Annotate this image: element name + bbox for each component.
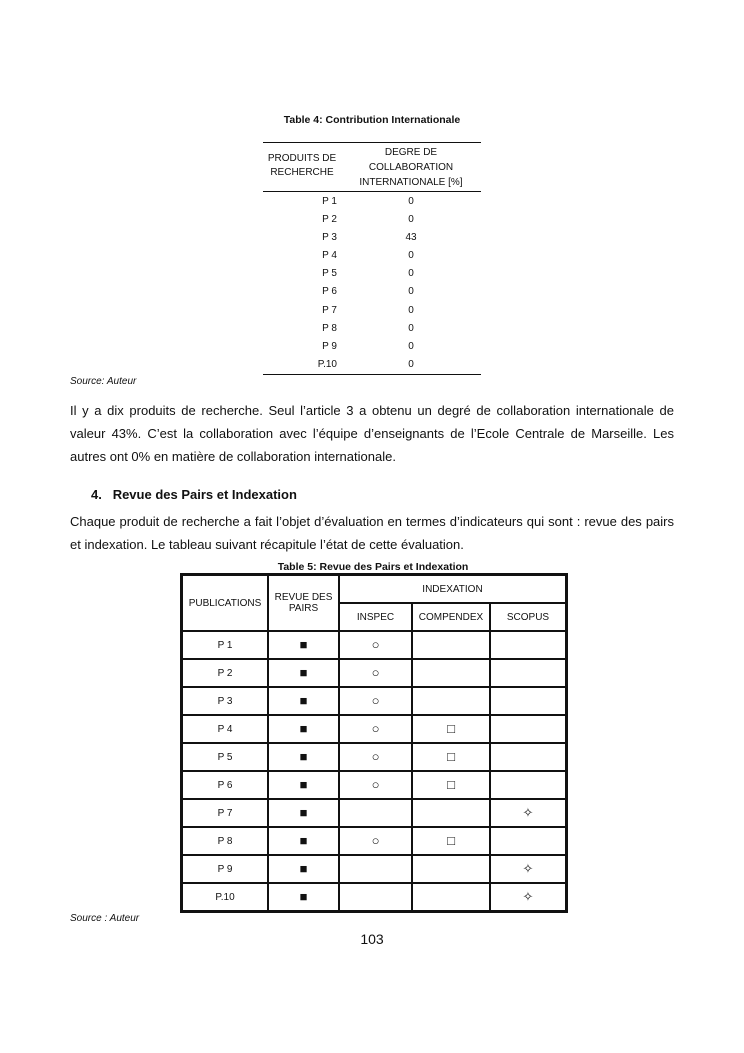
paragraph-1: Il y a dix produits de recherche. Seul l’article 3 a obtenu un degré de collaboration internationale de valeur 43%. C’est la collaboration avec l’équipe d’enseignants de l’Ecole Centrale de Marseille. Les autres ont 0% en matière de collaboration internationale. <box>70 403 674 464</box>
table4-product: P 8 <box>322 322 337 334</box>
table4-caption: Table 4: Contribution Internationale <box>283 114 461 126</box>
table5-cell-peer <box>268 631 339 659</box>
table5-cell-inspec <box>339 743 412 771</box>
table4-row <box>263 320 481 338</box>
filled-square-icon: ■ <box>299 749 308 764</box>
filled-square-icon: ■ <box>299 833 308 848</box>
table5-header-scopus: SCOPUS <box>490 603 566 631</box>
table5-cell-pub: P 9 <box>182 855 268 883</box>
circle-icon: ○ <box>371 749 380 764</box>
table4-value: 0 <box>408 358 414 370</box>
table5-cell-compendex <box>412 771 490 799</box>
table4-row <box>263 302 481 320</box>
table5-cell-inspec <box>339 687 412 715</box>
table4-value: 0 <box>408 268 414 280</box>
table4 <box>263 142 481 375</box>
table5-cell-pub: P 1 <box>182 631 268 659</box>
table5-cell-compendex <box>412 659 490 687</box>
filled-square-icon: ■ <box>299 889 308 904</box>
filled-square-icon: ■ <box>299 637 308 652</box>
table5-row <box>182 827 566 855</box>
paragraph-2: Chaque produit de recherche a fait l’objet d’évaluation en termes d’indicateurs qui sont : revue des pairs et indexation. Le tableau suivant récapitule l’état de cette évaluation. <box>70 514 674 552</box>
table5-row <box>182 855 566 883</box>
table5-row <box>182 883 566 911</box>
table5-row <box>182 799 566 827</box>
table5-header-indexation: INDEXATION <box>339 575 566 603</box>
table5-caption: Table 5: Revue des Pairs et Indexation <box>277 561 469 573</box>
filled-square-icon: ■ <box>299 693 308 708</box>
table5-row <box>182 771 566 799</box>
table4-row <box>263 193 481 211</box>
table5-cell-peer <box>268 827 339 855</box>
table4-row <box>263 338 481 356</box>
table5-cell-inspec <box>339 631 412 659</box>
table4-col2-header <box>341 145 481 190</box>
table5-cell-compendex <box>412 631 490 659</box>
filled-square-icon: ■ <box>299 805 308 820</box>
table4-product: P 2 <box>322 214 337 226</box>
table5-cell-peer <box>268 799 339 827</box>
table5-cell-compendex <box>412 715 490 743</box>
table5-cell-scopus <box>490 743 566 771</box>
table4-value: 0 <box>408 286 414 298</box>
table5-cell-peer <box>268 771 339 799</box>
table5-cell-inspec <box>339 827 412 855</box>
table5-cell-pub: P 7 <box>182 799 268 827</box>
table4-col1-header-line2: RECHERCHE <box>270 167 334 178</box>
table5-cell-scopus <box>490 631 566 659</box>
page-number: 103 <box>360 931 384 947</box>
table5-cell-peer <box>268 715 339 743</box>
table4-value: 0 <box>408 196 414 207</box>
circle-icon: ○ <box>371 665 380 680</box>
circle-icon: ○ <box>371 833 380 848</box>
table4-col1-header <box>263 152 341 180</box>
table4-row <box>263 211 481 229</box>
hollow-square-icon: □ <box>447 721 455 736</box>
table5-cell-scopus <box>490 771 566 799</box>
table5-header-peer-review <box>268 575 339 631</box>
table5-cell-peer <box>268 883 339 911</box>
table4-value: 0 <box>408 340 414 352</box>
table5 <box>180 573 568 913</box>
section-title: Revue des Pairs et Indexation <box>112 487 297 502</box>
table5-row <box>182 631 566 659</box>
table5-body <box>182 631 566 911</box>
hollow-square-icon: □ <box>447 777 455 792</box>
table5-cell-scopus <box>490 827 566 855</box>
table5-cell-compendex <box>412 743 490 771</box>
table5-cell-inspec <box>339 715 412 743</box>
table5-row <box>182 687 566 715</box>
table4-header <box>263 142 481 192</box>
hollow-square-icon: □ <box>447 749 455 764</box>
table5-cell-inspec <box>339 659 412 687</box>
table5-cell-peer <box>268 659 339 687</box>
table5-cell-compendex <box>412 827 490 855</box>
table4-row <box>263 229 481 247</box>
filled-square-icon: ■ <box>299 777 308 792</box>
star-icon: ✧ <box>522 861 534 876</box>
star-icon: ✧ <box>522 889 534 904</box>
filled-square-icon: ■ <box>299 665 308 680</box>
table5-header-peer-review-line1: REVUE DES <box>274 592 333 603</box>
table4-product: P 5 <box>322 268 337 280</box>
table4-body <box>263 192 481 375</box>
table4-row <box>263 283 481 301</box>
table4-value: 0 <box>408 250 414 262</box>
table5-cell-scopus <box>490 855 566 883</box>
table5-row <box>182 659 566 687</box>
table4-col2-header-line2: COLLABORATION <box>368 162 454 173</box>
filled-square-icon: ■ <box>299 861 308 876</box>
table5-cell-pub: P 5 <box>182 743 268 771</box>
section-number: 4. <box>91 487 102 502</box>
table4-value: 0 <box>408 214 414 226</box>
table5-cell-compendex <box>412 855 490 883</box>
table5-cell-inspec <box>339 799 412 827</box>
table4-value: 0 <box>408 304 414 316</box>
circle-icon: ○ <box>371 693 380 708</box>
star-icon: ✧ <box>522 805 534 820</box>
table5-cell-pub: P 6 <box>182 771 268 799</box>
table5-cell-pub: P 2 <box>182 659 268 687</box>
table4-product: P 7 <box>322 304 337 316</box>
table4-row <box>263 265 481 283</box>
table4-source: Source: Auteur <box>70 376 137 387</box>
table4-col2-header-line3: INTERNATIONALE [%] <box>359 177 463 188</box>
table5-cell-pub: P 3 <box>182 687 268 715</box>
table5-cell-pub: P.10 <box>182 883 268 911</box>
table4-product: P 1 <box>322 196 337 207</box>
table5-header-peer-review-line2: PAIRS <box>288 603 319 614</box>
table4-col1-header-line1: PRODUITS DE <box>267 153 337 164</box>
table4-col2-header-line1: DEGRE DE <box>384 147 438 158</box>
table5-cell-pub: P 8 <box>182 827 268 855</box>
table5-cell-compendex <box>412 883 490 911</box>
table5-row <box>182 715 566 743</box>
table5-cell-scopus <box>490 687 566 715</box>
section-heading <box>91 487 297 502</box>
table4-product: P 3 <box>322 232 337 244</box>
filled-square-icon: ■ <box>299 721 308 736</box>
table4-product: P.10 <box>317 358 337 370</box>
table5-cell-inspec <box>339 855 412 883</box>
table5-cell-peer <box>268 687 339 715</box>
table5-row <box>182 743 566 771</box>
table5-header-publications: PUBLICATIONS <box>182 575 268 631</box>
table5-cell-inspec <box>339 771 412 799</box>
table5-cell-peer <box>268 743 339 771</box>
hollow-square-icon: □ <box>447 833 455 848</box>
circle-icon: ○ <box>371 777 380 792</box>
table5-source: Source : Auteur <box>70 913 140 924</box>
table5-cell-scopus <box>490 799 566 827</box>
table4-product: P 9 <box>322 340 337 352</box>
table4-value: 0 <box>408 322 414 334</box>
table5-cell-inspec <box>339 883 412 911</box>
table5-header-compendex: COMPENDEX <box>412 603 490 631</box>
circle-icon: ○ <box>371 637 380 652</box>
table5-cell-compendex <box>412 687 490 715</box>
table5-cell-scopus <box>490 659 566 687</box>
table4-product: P 4 <box>322 250 337 262</box>
table5-cell-scopus <box>490 715 566 743</box>
table4-row <box>263 247 481 265</box>
circle-icon: ○ <box>371 721 380 736</box>
table5-header-inspec: INSPEC <box>339 603 412 631</box>
table4-value: 43 <box>405 232 417 244</box>
table5-cell-pub: P 4 <box>182 715 268 743</box>
table5-cell-compendex <box>412 799 490 827</box>
table5-cell-scopus <box>490 883 566 911</box>
table4-product: P 6 <box>322 286 337 298</box>
table4-row <box>263 356 481 374</box>
table5-cell-peer <box>268 855 339 883</box>
